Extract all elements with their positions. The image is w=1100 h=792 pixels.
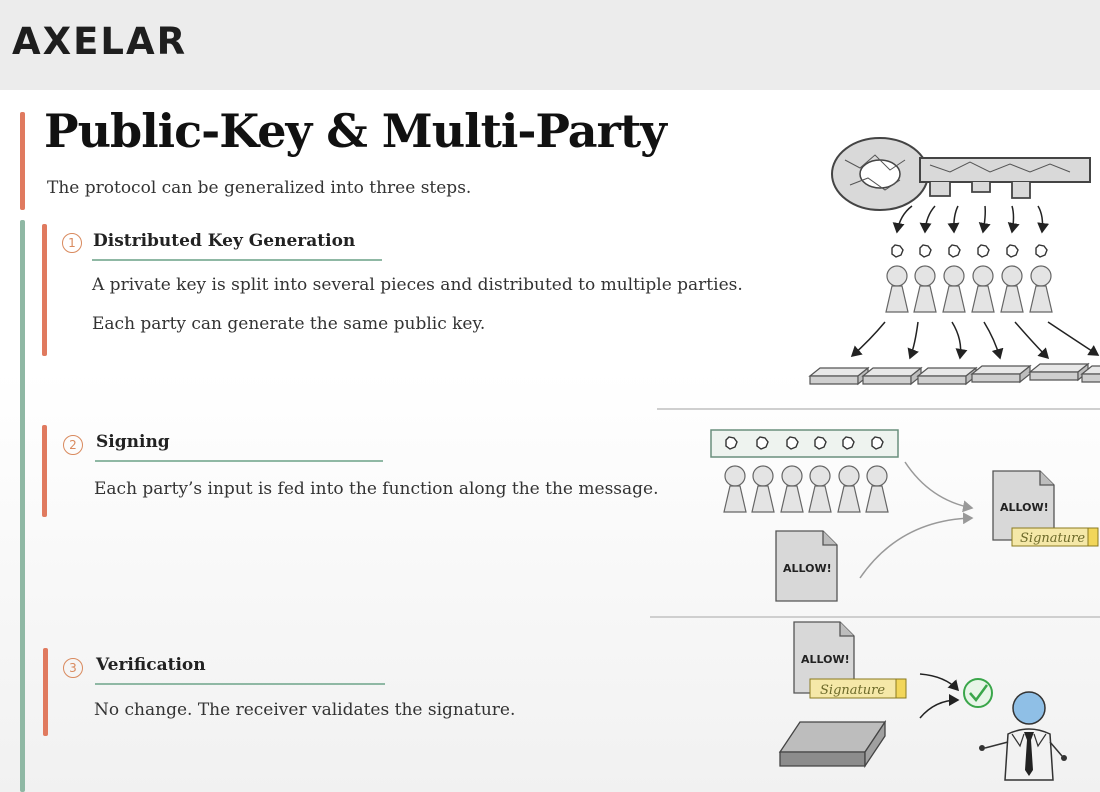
tablet-icon: [810, 364, 1100, 384]
book-icon: [780, 722, 885, 766]
svg-text:ALLOW!: ALLOW!: [1000, 501, 1049, 514]
checkmark-icon: [964, 679, 992, 707]
svg-text:Signature: Signature: [1020, 531, 1086, 546]
step-2-number: 2: [63, 435, 83, 455]
svg-text:ALLOW!: ALLOW!: [801, 653, 850, 666]
step-3-text-1: No change. The receiver validates the signature.: [94, 700, 516, 720]
shard-input-box: [711, 430, 898, 457]
step-3-number: 3: [63, 658, 83, 678]
key-shard-icon: [892, 245, 1047, 257]
svg-text:ALLOW!: ALLOW!: [783, 562, 832, 575]
signature-tag-icon: [810, 679, 906, 698]
step-1-text-2: Each party can generate the same public key.: [92, 314, 486, 334]
receiver-person-icon: [979, 692, 1067, 780]
party-icon: [886, 266, 1052, 312]
step-2-text-1: Each party’s input is fed into the function along the the message.: [94, 479, 659, 499]
axelar-logo: AXELAR: [12, 20, 188, 63]
key-icon: [832, 138, 1090, 210]
step-2-heading: Signing: [96, 432, 170, 452]
document-icon: [776, 531, 837, 601]
slide-subtitle: The protocol can be generalized into three steps.: [47, 178, 472, 198]
party-icon: [724, 466, 888, 512]
step-3-heading: Verification: [96, 655, 206, 675]
public-key-arrows: [852, 322, 1098, 358]
step-1-text-1: A private key is split into several pieces and distributed to multiple parties.: [92, 275, 743, 295]
step-1-number: 1: [62, 233, 82, 253]
split-arrows: [897, 206, 1043, 232]
svg-text:Signature: Signature: [820, 683, 886, 698]
signature-tag-icon: [1012, 528, 1098, 546]
slide-title: Public-Key & Multi-Party: [44, 104, 666, 158]
step-1-heading: Distributed Key Generation: [93, 231, 356, 251]
